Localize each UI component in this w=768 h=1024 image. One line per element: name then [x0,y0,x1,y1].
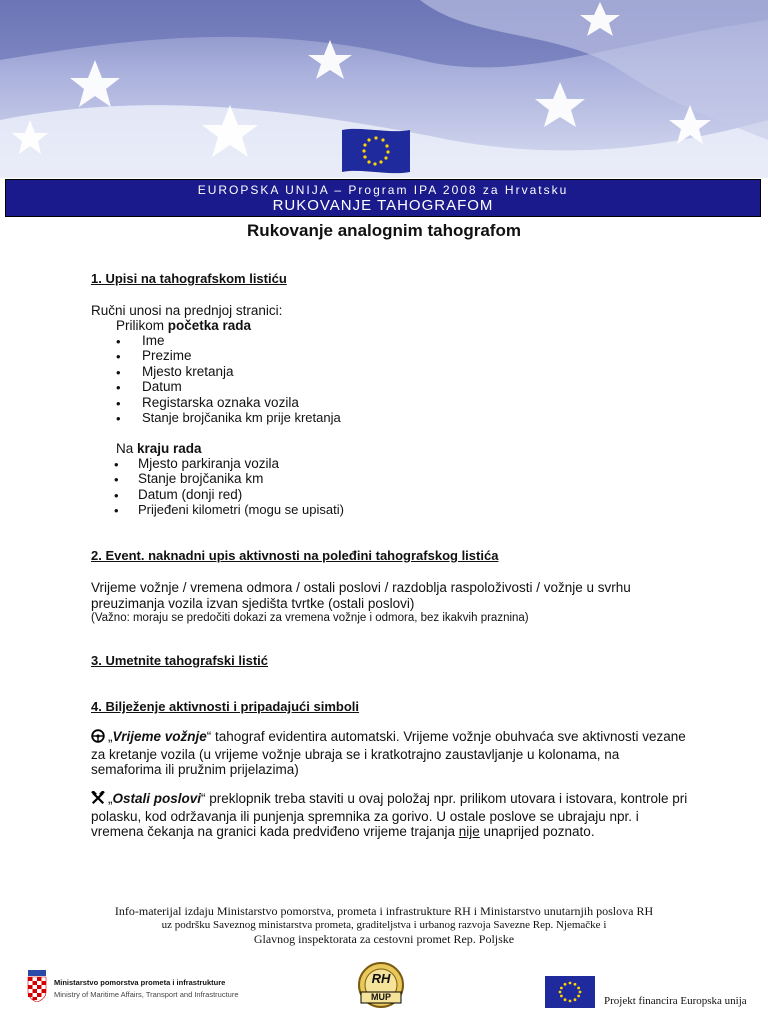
mup-logo [355,961,407,1011]
bullet-icon: • [116,365,121,380]
bullet-icon: • [116,396,121,411]
rh-label: RH [371,971,391,986]
header-banner [0,0,768,178]
start-of-work-label: Prilikom početka rada [116,318,252,333]
crossed-hammers-icon [91,791,105,809]
document-title: Rukovanje analognim tahografom [247,221,521,240]
bullet-icon: • [116,334,121,349]
ministry-name-hr: Ministarstvo pomorstva prometa i infrastrukture [54,978,226,987]
eu-logo [545,976,595,1008]
banner-graphic [0,0,768,178]
driving-time-paragraph: „Vrijeme vožnje“ tahograf evidentira automatski. Vrijeme vožnje obuhvaća sve aktivnosti vezane za kretanje vozila (u vrijeme vožnje ubraja se i kratkotrajno zaustavljanje u kolonama, na semaforima ili pružnim prijelazima) [91,729,686,777]
eu-stars-icon [545,976,595,1008]
section2-note: (Važno: moraju se predočiti dokazi za vremena vožnje i odmora, bez ikakvih praznina) [91,612,529,624]
list-item: Prezime [142,348,192,363]
bullet-icon: • [114,472,119,487]
list-item: Datum [142,379,182,394]
ministry-logo [26,970,266,1006]
bullet-icon: • [114,503,119,518]
police-badge-icon [355,961,407,1011]
list-item: Mjesto kretanja [142,364,234,379]
bullet-icon: • [116,411,121,426]
bullet-icon: • [114,457,119,472]
end-of-work-label: Na kraju rada [116,441,202,456]
list-item: Stanje brojčanika km prije kretanja [142,410,341,425]
croatian-coat-of-arms-icon [26,970,48,1002]
section2-text: Vrijeme vožnje / vremena odmora / ostali poslovi / razdoblja raspoloživosti / vožnje u svrhu preuzimanja vozila izvan sjedišta tvrtke (ostali poslovi) [91,580,631,611]
list-item: Stanje brojčanika km [138,471,264,486]
section4-heading: 4. Bilježenje aktivnosti i pripadajući simboli [91,699,360,714]
bullet-icon: • [114,488,119,503]
eu-flag-icon [342,129,410,173]
list-item: Datum (donji red) [138,487,243,502]
list-item: Ime [142,333,165,348]
section2-heading: 2. Event. naknadni upis aktivnosti na poleđini tahografskog listića [91,548,499,563]
topic-line: RUKOVANJE TAHOGRAFOM [272,197,494,214]
list-item: Registarska oznaka vozila [142,395,299,410]
section1-heading: 1. Upisi na tahografskom listiću [91,271,287,286]
ministry-name-en: Ministry of Maritime Affairs, Transport and Infrastructure [54,990,239,999]
section3-heading: 3. Umetnite tahografski listić [91,653,268,668]
title-bar [5,179,761,217]
bullet-icon: • [116,380,121,395]
footer-text: Info-materijal izdaju Ministarstvo pomorstva, prometa i infrastrukture RH i Ministarstvo unutarnjih poslova RH uz podršku Saveznog ministarstva prometa, graditeljstva i urbanog razvoja Savezne Rep. Njemačke i Glavnog inspektorata za cestovni promet Rep. Poljske [114,904,654,946]
section1-intro: Ručni unosi na prednjoj stranici: [91,303,283,318]
bullet-icon: • [116,349,121,364]
list-item: Mjesto parkiranja vozila [138,456,280,471]
program-line: EUROPSKA UNIJA – Program IPA 2008 za Hrvatsku [197,183,569,197]
other-work-paragraph: „Ostali poslovi“ preklopnik treba staviti u ovaj položaj npr. prilikom utovara i istovara, kontrole pri polasku, kod održavanja ili punjenja spremnika za gorivo. U ostale poslove se ubrajaju npr. i vremena čekanja na granici kada predviđeno vrijeme trajanja nije unaprijed poznato. [91,791,688,839]
steering-wheel-icon [91,729,105,747]
eu-funding-caption: Projekt financira Europska unija [604,995,747,1007]
list-item: Prijeđeni kilometri (mogu se upisati) [138,502,344,517]
mup-label: MUP [371,992,391,1002]
